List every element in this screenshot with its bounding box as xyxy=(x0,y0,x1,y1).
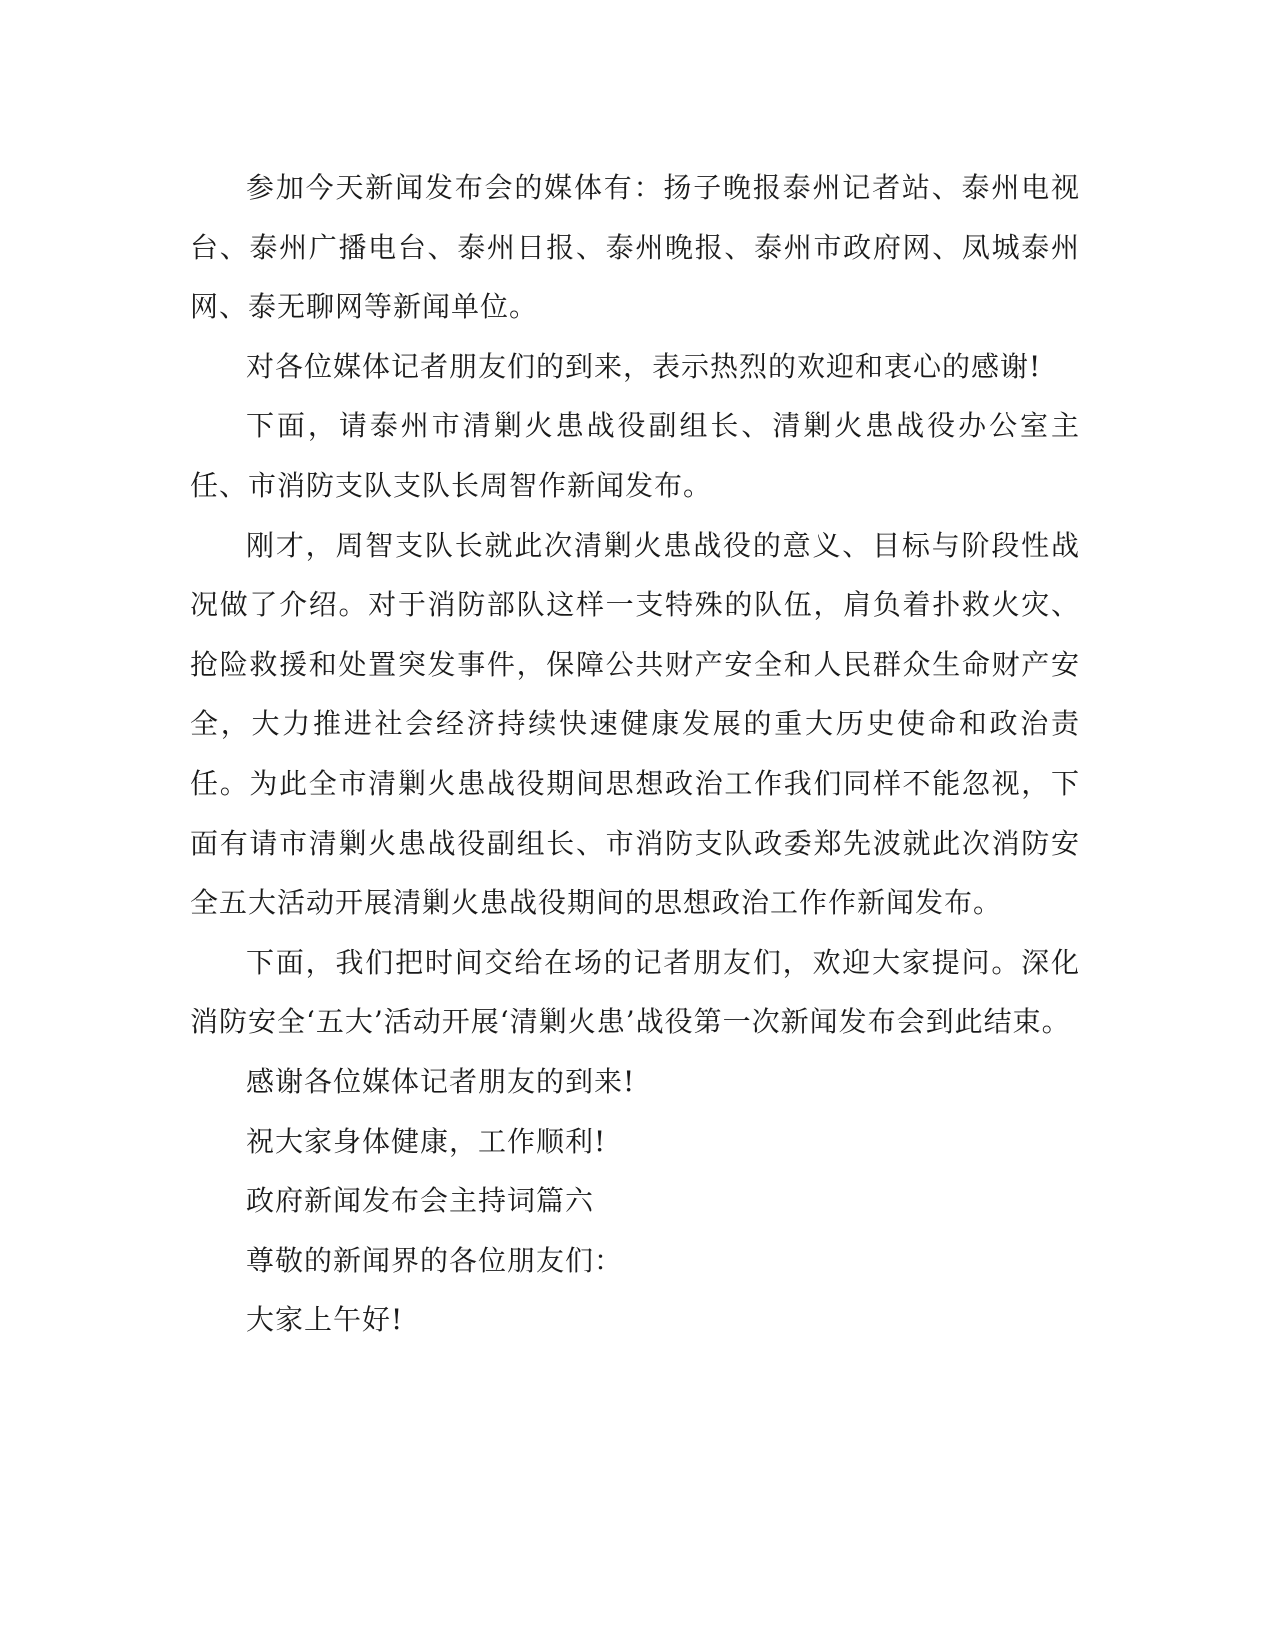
paragraph-salutation: 尊敬的新闻界的各位朋友们： xyxy=(246,1243,624,1277)
paragraph-first-speaker: 下面，请泰州市清剿火患战役副组长、清剿火患战役办公室主任、市消防支队支队长周智作新闻发布。 xyxy=(190,409,1080,502)
paragraph-welcome: 对各位媒体记者朋友们的到来，表示热烈的欢迎和衷心的感谢! xyxy=(246,349,1042,383)
document-body xyxy=(190,158,1080,1350)
paragraph-second-speaker: 刚才，周智支队长就此次清剿火患战役的意义、目标与阶段性战况做了介绍。对于消防部队这样一支特殊的队伍，肩负着扑救火灾、抢险救援和处置突发事件，保障公共财产安全和人民群众生命财产安全，大力推进社会经济持续快速健康发展的重大历史使命和政治责任。为此全市清剿火患战役期间思想政治工作我们同样不能忽视，下面有请市清剿火患战役副组长、市消防支队政委郑先波就此次消防安全五大活动开展清剿火患战役期间的思想政治工作作新闻发布。 xyxy=(190,528,1080,920)
paragraph-questions-closing: 下面，我们把时间交给在场的记者朋友们，欢迎大家提问。深化消防安全‘五大’活动开展‘清剿火患’战役第一次新闻发布会到此结束。 xyxy=(190,945,1080,1039)
paragraph-wishes: 祝大家身体健康，工作顺利! xyxy=(246,1124,607,1158)
paragraph-greeting: 大家上午好! xyxy=(246,1303,404,1337)
paragraph-thanks: 感谢各位媒体记者朋友的到来! xyxy=(246,1064,636,1098)
paragraph-media-list: 参加今天新闻发布会的媒体有：扬子晚报泰州记者站、泰州电视台、泰州广播电台、泰州日报、泰州晚报、泰州市政府网、凤城泰州网、泰无聊网等新闻单位。 xyxy=(190,171,1080,324)
section-heading: 政府新闻发布会主持词篇六 xyxy=(246,1184,595,1218)
